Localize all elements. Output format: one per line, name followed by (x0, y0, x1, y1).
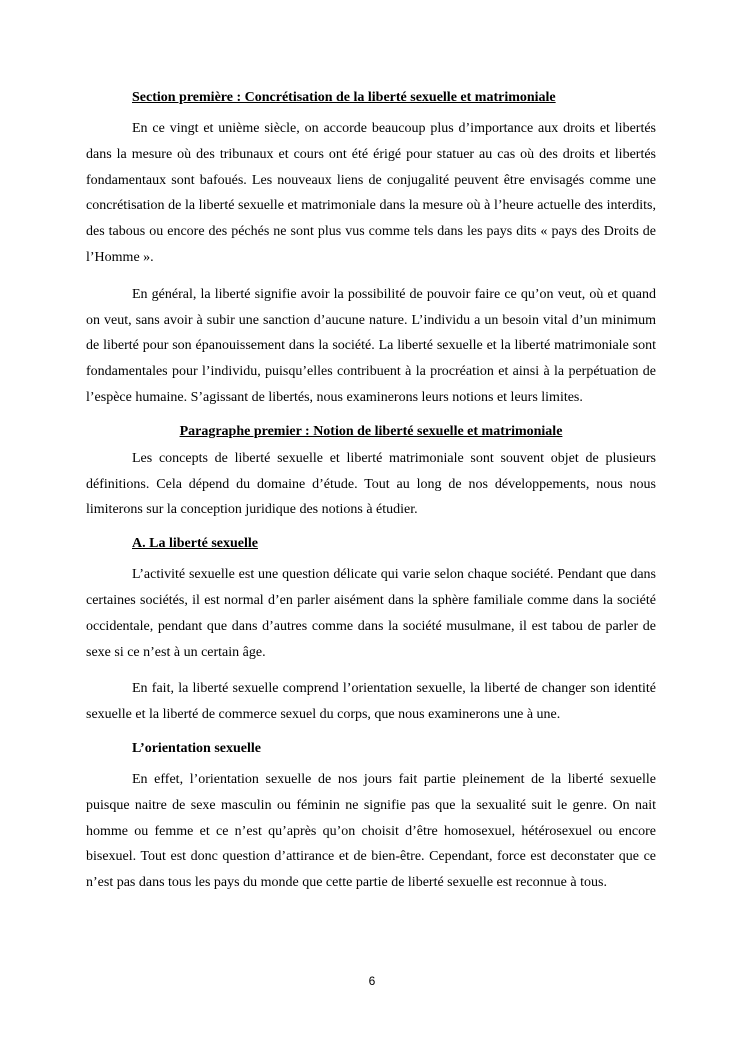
orientation-paragraph: En effet, l’orientation sexuelle de nos jours fait partie pleinement de la liberté sexuelle puisque naitre de sexe masculin ou féminin ne signifie pas que la sexualité suit le genre. On nait homme ou femme et ce n’est qu’après qu’on choisit d’être homosexuel, hétérosexuel ou encore bisexuel. Tout est donc question d’attirance et de bien-être. Cependant, force est deconstater que ce n’est pas dans tous les pays du monde que cette partie de liberté sexuelle est reconnue à tous. (86, 771, 656, 891)
page-number: 6 (368, 974, 376, 988)
paragraph-title: Paragraphe premier : Notion de liberté sexuelle et matrimoniale (179, 423, 563, 439)
intro-paragraph-2: En général, la liberté signifie avoir la possibilité de pouvoir faire ce qu’on veut, où et quand on veut, sans avoir à subir une sanction d’aucune nature. L’individu a un besoin vital d’un minimum de liberté pour son épanouissement dans la société. La liberté sexuelle et la liberté matrimoniale sont fondamentales pour l’individu, puisqu’elles contribuent à la procréation et ainsi à la perpétuation de l’espèce humaine. S’agissant de libertés, nous examinerons leurs notions et leurs limites. (86, 286, 656, 405)
subsection-a-paragraph-1: L’activité sexuelle est une question délicate qui varie selon chaque société. Pendant que dans certaines sociétés, il est normal d’en parler aisément dans la sphère familiale comme dans la société occidentale, pendant que dans d’autres comme dans la société musulmane, il est tabou de parler de sexe si ce n’est à un certain âge. (86, 567, 656, 660)
subsection-a-paragraph-2: En fait, la liberté sexuelle comprend l’orientation sexuelle, la liberté de changer son identité sexuelle et la liberté de commerce sexuel du corps, que nous examinerons une à une. (86, 681, 656, 723)
section-title: Section première : Concrétisation de la liberté sexuelle et matrimoniale (132, 90, 556, 105)
intro-paragraph-1: En ce vingt et unième siècle, on accorde beaucoup plus d’importance aux droits et libertés dans la mesure où des tribunaux et cours ont été érigé pour statuer au cas où des droits et libertés fondamentaux sont bafoués. Les nouveaux liens de conjugalité peuvent être envisagés comme une concrétisation de la liberté sexuelle et matrimoniale dans la mesure où à l’heure actuelle des interdits, des tabous ou encore des péchés ne sont plus vus comme tels dans les pays dits « pays des Droits de l’Homme ». (86, 121, 656, 265)
orientation-title: L’orientation sexuelle (132, 740, 261, 756)
subsection-a-title: A. La liberté sexuelle (132, 536, 258, 552)
document-page (86, 88, 656, 907)
paragraph-intro-text: Les concepts de liberté sexuelle et liberté matrimoniale sont souvent objet de plusieurs définitions. Cela dépend du domaine d’étude. Tout au long de nos développements, nous nous limiterons sur la conception juridique des notions à étudier. (86, 450, 656, 518)
